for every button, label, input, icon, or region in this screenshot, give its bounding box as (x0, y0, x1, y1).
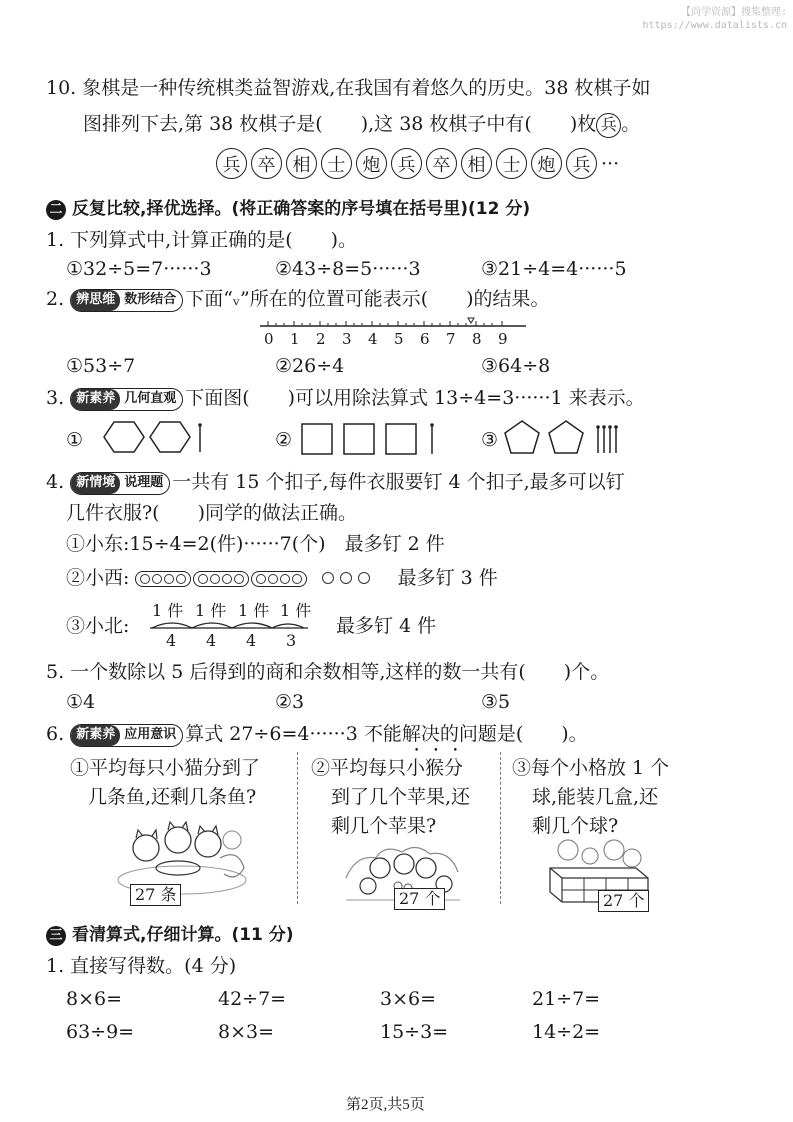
q10-line2-a: 图排列下去,第 38 枚棋子是( ),这 38 枚棋子中有( )枚 (83, 113, 597, 135)
q2-3-number: 3. (46, 387, 65, 409)
q2-6-option-c-line3: 剩几个球? (532, 815, 619, 837)
section3-heading (46, 920, 294, 946)
bead-group (135, 571, 191, 587)
calc-item: 15÷3= (380, 1021, 449, 1043)
q2-4-option-c-label: ③小北: (66, 615, 130, 637)
q2-3-option-b-label: ② (275, 429, 293, 451)
q2-2-number: 2. (46, 288, 65, 310)
jump-diagram (150, 598, 310, 650)
tick-label: 0 (264, 330, 274, 348)
q3-1-stem: 1. 直接写得数。(4 分) (46, 955, 237, 977)
tag-label: 应用意识 (124, 727, 177, 742)
q2-5-option-c: ③5 (481, 691, 511, 713)
calc-item: 8×3= (218, 1021, 275, 1043)
q2-5-option-a: ①4 (66, 691, 96, 713)
emphasis-dots: ••• (414, 746, 472, 756)
segment-value: 4 (246, 631, 257, 650)
tag-label: 说理题 (124, 475, 164, 490)
q2-6-option-c-line2: 球,能装几盒,还 (532, 786, 659, 808)
calc-item: 14÷2= (532, 1021, 601, 1043)
q2-6-option-b-line3: 剩几个苹果? (331, 815, 437, 837)
tick-label: 3 (342, 330, 352, 348)
tick-label: 2 (316, 330, 326, 348)
q2-4-tag (70, 472, 170, 495)
q2-6-tag (70, 724, 183, 747)
q2-1-option-c: ③21÷4=4······5 (481, 258, 627, 280)
q2-4-number: 4. (46, 471, 65, 493)
q2-3-option-c-label: ③ (481, 429, 499, 451)
q10-line1: 10. 象棋是一种传统棋类益智游戏,在我国有着悠久的历史。38 枚棋子如 (46, 77, 651, 99)
number-line (258, 314, 528, 350)
q2-6-option-a-line1: ①平均每只小猫分到了 (70, 757, 261, 779)
ellipsis: ··· (601, 152, 620, 175)
chess-piece: 兵 (566, 148, 597, 179)
section3-number: 三 (46, 926, 66, 946)
chess-piece: 炮 (356, 148, 387, 179)
fish-count-label: 27 条 (130, 884, 181, 906)
chess-piece: 兵 (216, 148, 247, 179)
q2-3-stem (46, 386, 645, 411)
q2-3-option-a-label: ① (66, 429, 84, 451)
tag-label: 几何直观 (124, 391, 177, 406)
q2-2-stem (46, 287, 550, 312)
jump-label: 1 件 (238, 601, 270, 620)
page-number: 第2页,共5页 (346, 1097, 425, 1113)
option-b-tail: 最多钉 3 件 (397, 567, 498, 589)
tick-label: 4 (368, 330, 378, 348)
bead-group (251, 571, 307, 587)
q2-2-stem-text: 下面“ᵥ”所在的位置可能表示( )的结果。 (185, 288, 550, 310)
chess-piece-row (216, 148, 619, 179)
chess-piece: 相 (461, 148, 492, 179)
tick-label: 9 (498, 330, 508, 348)
tag-key: 新情境 (71, 473, 120, 494)
q2-1-option-a: ①32÷5=7······3 (66, 258, 212, 280)
q2-3-stem-text: 下面图( )可以用除法算式 13÷4=3······1 来表示。 (185, 387, 645, 409)
tag-key: 辨思维 (71, 290, 120, 311)
option-divider (297, 752, 298, 904)
q2-2-tag (70, 289, 183, 312)
calc-item: 21÷7= (532, 988, 601, 1010)
q2-1-stem: 1. 下列算式中,计算正确的是( )。 (46, 229, 358, 251)
tick-label: 6 (420, 330, 430, 348)
chess-piece: 士 (496, 148, 527, 179)
option-b-label: ②小西: (66, 567, 130, 589)
q2-6-stem-text: 算式 27÷6=4······3 不能解决的问题是( )。 (185, 723, 588, 745)
watermark-line1: 【尚学资源】搜集整理: (680, 7, 787, 18)
q10-line2 (83, 112, 640, 138)
q2-3-tag (70, 388, 183, 411)
q2-6-stem (46, 722, 588, 747)
chess-piece: 士 (321, 148, 352, 179)
ball-count-label: 27 个 (598, 890, 649, 912)
q2-2-option-b: ②26÷4 (275, 355, 345, 377)
loose-beads (322, 567, 370, 589)
calc-item: 3×6= (380, 988, 437, 1010)
section3-title: 看清算式,仔细计算。(11 分) (72, 925, 294, 945)
tag-key: 新素养 (71, 389, 120, 410)
jump-label: 1 件 (195, 601, 227, 620)
hexagon-sticks-figure (92, 416, 208, 458)
q2-5-option-b: ②3 (275, 691, 305, 713)
square-sticks-figure (298, 418, 442, 458)
q2-4-stem-text: 一共有 15 个扣子,每件衣服要钉 4 个扣子,最多可以钉 (172, 471, 625, 493)
chess-piece: 兵 (391, 148, 422, 179)
q10-line2-b: 。 (621, 113, 641, 135)
section2-number: 二 (46, 200, 66, 220)
calc-item: 42÷7= (218, 988, 287, 1010)
chess-piece: 炮 (531, 148, 562, 179)
q2-6-option-b-line2: 到了几个苹果,还 (331, 786, 471, 808)
chess-piece: 卒 (251, 148, 282, 179)
q2-4-option-a: ①小东:15÷4=2(件)······7(个) 最多钉 2 件 (66, 533, 445, 555)
pentagon-sticks-figure (502, 416, 622, 458)
q2-4-stem-line2: 几件衣服?( )同学的做法正确。 (66, 502, 358, 524)
option-divider (500, 752, 501, 904)
jump-label: 1 件 (280, 601, 312, 620)
marker-icon (468, 318, 474, 323)
q2-6-number: 6. (46, 723, 65, 745)
segment-value: 3 (286, 631, 297, 650)
q2-2-option-a: ①53÷7 (66, 355, 136, 377)
tick-label: 7 (446, 330, 456, 348)
segment-value: 4 (206, 631, 217, 650)
jump-label: 1 件 (152, 601, 184, 620)
q2-6-option-b-line1: ②平均每只小猴分 (311, 757, 464, 779)
q2-4-option-c-tail: 最多钉 4 件 (336, 615, 437, 637)
tick-label: 1 (290, 330, 300, 348)
q2-1-option-b: ②43÷8=5······3 (275, 258, 421, 280)
calc-item: 8×6= (66, 988, 123, 1010)
q2-6-option-c-line1: ③每个小格放 1 个 (512, 757, 670, 779)
q2-6-option-a-line2: 几条鱼,还剩几条鱼? (88, 786, 257, 808)
tag-key: 新素养 (71, 725, 120, 746)
section2-title: 反复比较,择优选择。(将正确答案的序号填在括号里)(12 分) (72, 199, 531, 219)
q2-4-stem-line1 (46, 470, 625, 495)
apple-count-label: 27 个 (394, 888, 445, 910)
segment-value: 4 (166, 631, 177, 650)
chess-piece: 卒 (426, 148, 457, 179)
chess-piece: 相 (286, 148, 317, 179)
watermark (643, 6, 788, 32)
tag-label: 数形结合 (124, 292, 177, 307)
pawn-piece-icon: 兵 (596, 113, 621, 138)
q2-5-stem: 5. 一个数除以 5 后得到的商和余数相等,这样的数一共有( )个。 (46, 661, 610, 683)
q2-2-option-c: ③64÷8 (481, 355, 551, 377)
tick-label: 8 (472, 330, 482, 348)
jump-arcs (150, 616, 310, 632)
section2-heading (46, 194, 530, 220)
q2-4-option-b (66, 566, 498, 590)
calc-item: 63÷9= (66, 1021, 135, 1043)
tick-label: 5 (394, 330, 404, 348)
watermark-line2: https://www.datalists.cn (642, 20, 787, 31)
bead-group (193, 571, 249, 587)
